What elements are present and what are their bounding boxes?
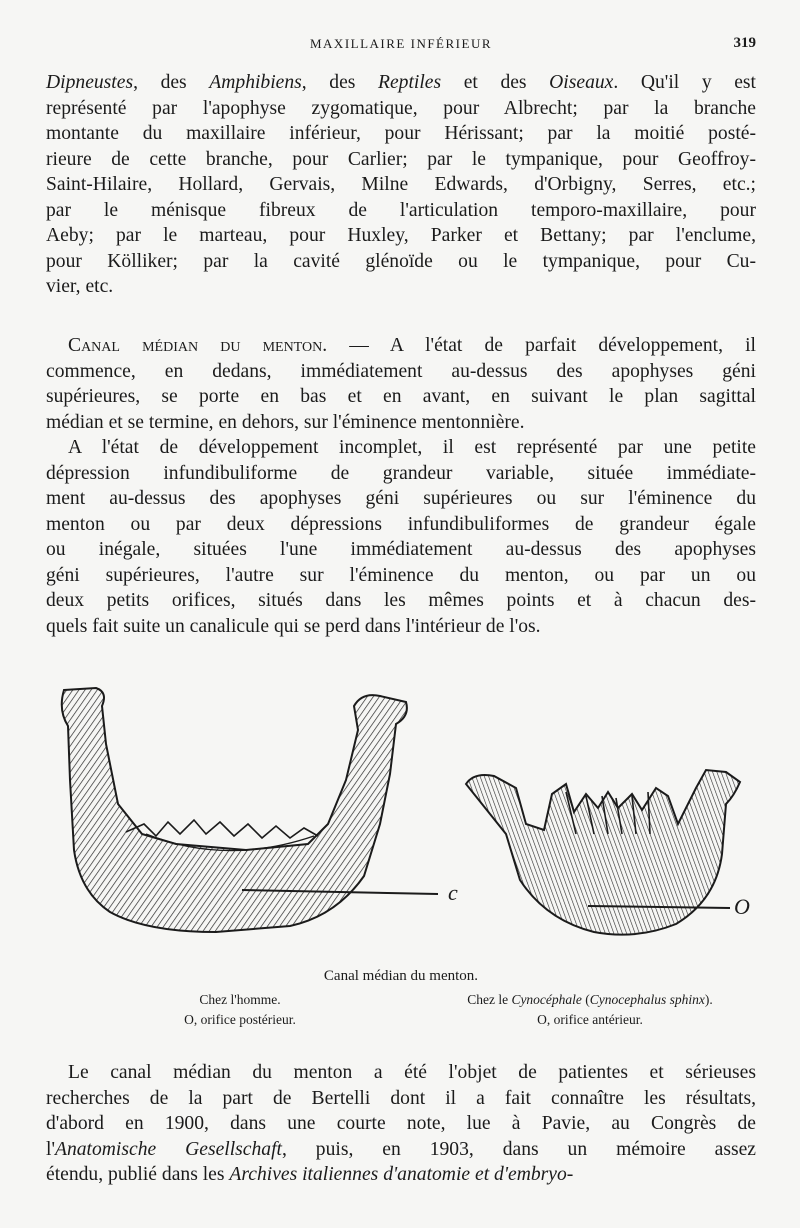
- caption-line: Chez l'homme.: [199, 992, 281, 1007]
- text-line: montante du maxillaire inférieur, pour Hérissant; par la moitié posté-: [46, 123, 756, 144]
- text-run: et des: [441, 72, 550, 93]
- paragraph-1: [46, 70, 756, 300]
- text-run: — A l'état de parfait développement, il: [327, 335, 756, 356]
- text-line: [46, 1162, 756, 1188]
- text-line: [46, 1137, 756, 1163]
- text-run: ).: [704, 992, 713, 1007]
- italic-term: Archives italiennes d'anatomie et d'embryo-: [229, 1164, 574, 1185]
- text-run: , des: [133, 72, 210, 93]
- text-run: . Qu'il y est: [613, 72, 756, 93]
- text-line: dépression infundibuliforme de grandeur variable, située immédiate-: [46, 462, 756, 484]
- text-line: A l'état de développement incomplet, il est représenté par une petite: [68, 437, 756, 458]
- text-line: d'abord en 1900, dans une courte note, lue à Pavie, au Congrès de: [46, 1113, 756, 1134]
- text-line: quels fait suite un canalicule qui se perd dans l'intérieur de l'os.: [46, 615, 541, 637]
- italic-term: Anatomische Gesellschaft: [54, 1138, 282, 1160]
- text-run: Chez le: [467, 992, 512, 1007]
- italic-term: Cynocephalus sphinx: [589, 992, 705, 1007]
- text-line: supérieures, se porte en bas et en avant, en suivant le plan sagittal: [46, 386, 756, 407]
- label-o: O: [734, 894, 750, 919]
- italic-term: Reptiles: [378, 72, 442, 93]
- text-line: menton ou par deux dépressions infundibuliformes de grandeur égale: [46, 513, 756, 535]
- paragraph-2-and-3: [46, 333, 756, 639]
- text-line: recherches de la part de Bertelli dont il a fait connaître les résultats,: [46, 1087, 756, 1109]
- running-head: [46, 36, 756, 56]
- text-line: Saint-Hilaire, Hollard, Gervais, Milne Edwards, d'Orbigny, Serres, etc.;: [46, 174, 756, 195]
- human-mandible-drawing: [62, 688, 458, 932]
- text-run: étendu, publié dans les: [46, 1164, 230, 1185]
- text-line: ou inégale, situées l'une immédiatement au-dessus des apophyses: [46, 539, 756, 560]
- text-line: géni supérieures, l'autre sur l'éminence du menton, ou par un ou: [46, 564, 756, 586]
- caption-line: O, orifice postérieur.: [184, 1012, 296, 1027]
- text-run: , des: [301, 72, 378, 93]
- text-line: ment au-dessus des apophyses géni supérieures ou sur l'éminence du: [46, 488, 756, 509]
- figure-caption-title: Canal médian du menton.: [323, 968, 479, 984]
- paragraph-4: [46, 1060, 756, 1188]
- text-line: rieure de cette branche, pour Carlier; par le tympanique, pour Geoffroy-: [46, 148, 756, 170]
- italic-term: Amphibiens: [209, 72, 302, 93]
- running-title: MAXILLAIRE INFÉRIEUR: [309, 36, 492, 51]
- text-line: représenté par l'apophyse zygomatique, pour Albrecht; par la branche: [46, 97, 756, 119]
- figure-mandibles: [46, 684, 756, 954]
- text-line: médian et se termine, en dehors, sur l'éminence mentonnière.: [46, 411, 525, 433]
- text-line: deux petits orifices, situés dans les mêmes points et à chacun des-: [46, 590, 756, 611]
- text-line: Le canal médian du menton a été l'objet de patientes et sérieuses: [68, 1062, 756, 1083]
- text-run: , puis, en 1903, dans un mémoire assez: [281, 1138, 756, 1160]
- text-line: [46, 333, 756, 359]
- text-line: [46, 70, 756, 96]
- italic-term: Dipneustes: [46, 72, 134, 93]
- text-line: vier, etc.: [46, 276, 114, 297]
- page-number: 319: [733, 35, 756, 51]
- caption-line: O, orifice antérieur.: [537, 1012, 643, 1027]
- cynocephale-mandible-drawing: [466, 770, 750, 935]
- text-run: (: [581, 992, 590, 1007]
- italic-term: Oiseaux: [549, 72, 614, 93]
- italic-term: Cynocéphale: [511, 992, 582, 1007]
- section-heading: Canal médian du menton.: [68, 335, 328, 356]
- caption-line: [420, 990, 760, 1010]
- text-line: par le ménisque fibreux de l'articulation temporo-maxillaire, pour: [46, 199, 756, 221]
- figure-caption-right: [420, 990, 760, 1030]
- text-line: Aeby; par le marteau, pour Huxley, Parker et Bettany; par l'enclume,: [46, 225, 756, 246]
- text-run: l': [46, 1138, 55, 1160]
- label-c: c: [448, 880, 458, 905]
- figure-caption-left: [140, 990, 340, 1030]
- text-line: pour Kölliker; par la cavité glénoïde ou le tympanique, pour Cu-: [46, 250, 756, 272]
- text-line: commence, en dedans, immédiatement au-dessus des apophyses géni: [46, 360, 756, 382]
- mandible-illustration: [46, 684, 756, 954]
